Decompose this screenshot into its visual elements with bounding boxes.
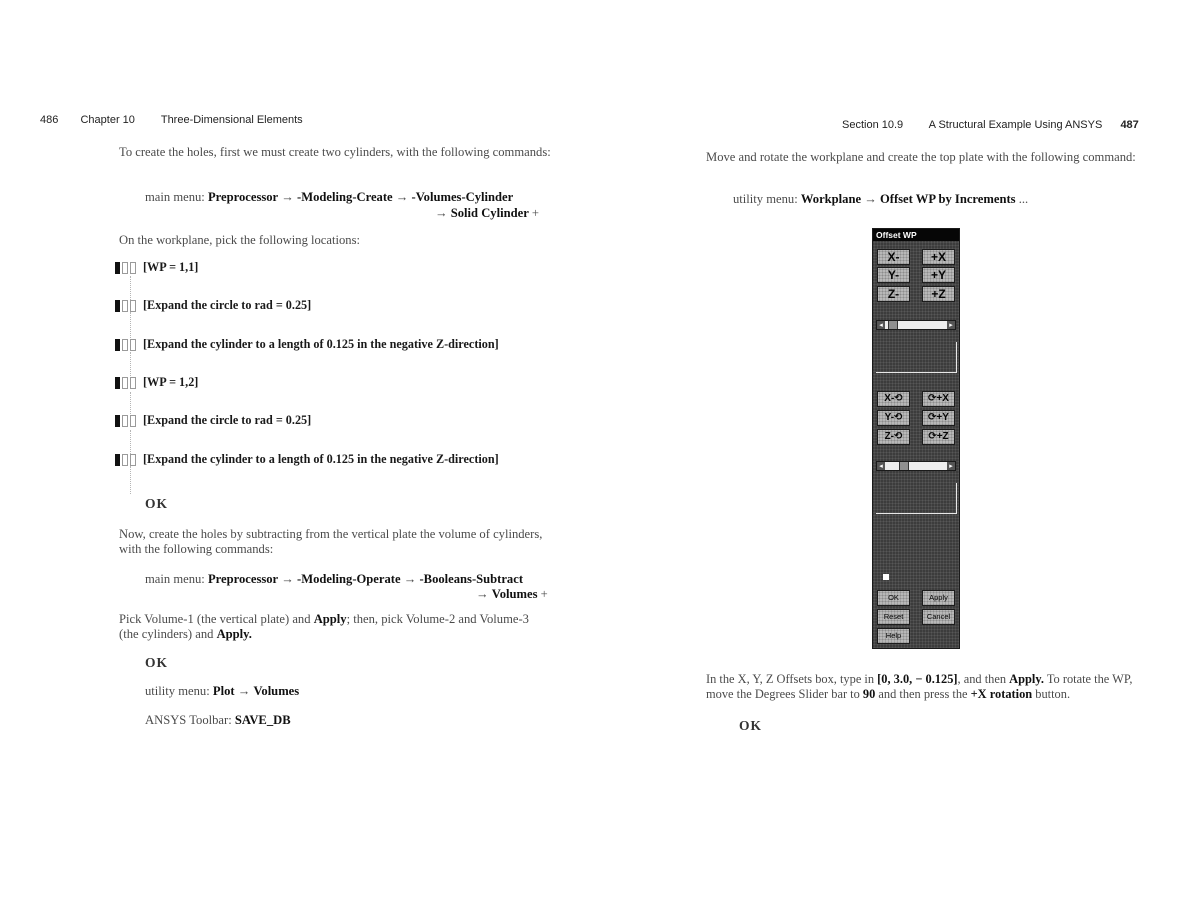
- dynamic-mode-checkbox[interactable]: [883, 574, 889, 580]
- command-subtract-line2: → Volumes +: [476, 587, 548, 601]
- xyz-offsets-field[interactable]: [876, 342, 957, 373]
- cancel-button[interactable]: Cancel: [922, 609, 955, 625]
- intro-paragraph: To create the holes, first we must create two cylinders, with the following commands:: [119, 145, 551, 159]
- offset-x-minus-button[interactable]: X-: [877, 249, 910, 265]
- offset-y-plus-button[interactable]: +Y: [922, 267, 955, 283]
- rotate-y-minus-button[interactable]: Y-⟲: [877, 410, 910, 426]
- rotate-z-minus-button[interactable]: Z-⟲: [877, 429, 910, 445]
- command-subtract-line1: main menu: Preprocessor → -Modeling-Operate → -Booleans-Subtract: [145, 572, 524, 586]
- left-mouse-button-icon: [115, 376, 139, 390]
- ok-step: OK: [145, 655, 169, 670]
- slider-thumb[interactable]: [888, 321, 898, 329]
- section-title: A Structural Example Using ANSYS: [928, 119, 1103, 131]
- ok-step: OK: [739, 718, 763, 733]
- offset-z-plus-button[interactable]: +Z: [922, 286, 955, 302]
- apply-button[interactable]: Apply: [922, 590, 955, 606]
- offset-instructions-paragraph: In the X, Y, Z Offsets box, type in [0, 3.0, − 0.125], and then Apply. To rotate the WP, move the Degrees Slider bar to 90 and then press the +X rotation button.: [706, 672, 1133, 701]
- command-plot-volumes: utility menu: Plot → Volumes: [145, 684, 300, 698]
- slider-thumb[interactable]: [899, 462, 909, 470]
- slider-right-arrow-icon[interactable]: ▸: [947, 462, 955, 470]
- right-page-number: 487: [1120, 119, 1139, 131]
- degrees-slider[interactable]: [876, 461, 956, 471]
- right-running-header: [842, 119, 1139, 131]
- rotate-x-plus-button[interactable]: ⟳+X: [922, 391, 955, 407]
- ok-button[interactable]: OK: [877, 590, 910, 606]
- chapter-label: Chapter 10: [80, 114, 135, 126]
- slider-left-arrow-icon[interactable]: ◂: [877, 321, 885, 329]
- slider-right-arrow-icon[interactable]: ▸: [947, 321, 955, 329]
- left-mouse-button-icon: [115, 261, 139, 275]
- pick-item: [WP = 1,1]: [143, 260, 199, 274]
- rotate-z-plus-button[interactable]: ⟳+Z: [922, 429, 955, 445]
- slider-left-arrow-icon[interactable]: ◂: [877, 462, 885, 470]
- left-mouse-button-icon: [115, 299, 139, 313]
- section-label: Section 10.9: [842, 119, 904, 131]
- offset-x-plus-button[interactable]: +X: [922, 249, 955, 265]
- offset-y-minus-button[interactable]: Y-: [877, 267, 910, 283]
- pick-item: [WP = 1,2]: [143, 375, 199, 389]
- pick-item: [Expand the circle to rad = 0.25]: [143, 413, 312, 427]
- left-running-header: [40, 114, 303, 126]
- offset-wp-dialog: [872, 228, 960, 649]
- offset-slider[interactable]: [876, 320, 956, 330]
- pick-intro: On the workplane, pick the following locations:: [119, 233, 360, 247]
- move-rotate-paragraph: Move and rotate the workplane and create the top plate with the following command:: [706, 150, 1136, 164]
- offset-z-minus-button[interactable]: Z-: [877, 286, 910, 302]
- left-mouse-button-icon: [115, 338, 139, 352]
- pick-volume-paragraph: Pick Volume-1 (the vertical plate) and Apply; then, pick Volume-2 and Volume-3 (the cylinders) and Apply.: [119, 612, 529, 641]
- dialog-title: Offset WP: [873, 229, 959, 241]
- pick-item: [Expand the circle to rad = 0.25]: [143, 298, 312, 312]
- command-create-cylinder-line1: main menu: Preprocessor → -Modeling-Create → -Volumes-Cylinder: [145, 190, 514, 204]
- subtract-paragraph: Now, create the holes by subtracting from the vertical plate the volume of cylinders, with the following commands:: [119, 527, 543, 556]
- rotate-y-plus-button[interactable]: ⟳+Y: [922, 410, 955, 426]
- command-offset-wp: utility menu: Workplane → Offset WP by Increments ...: [733, 192, 1029, 206]
- command-create-cylinder-line2: → Solid Cylinder +: [435, 206, 540, 220]
- reset-button[interactable]: Reset: [877, 609, 910, 625]
- left-mouse-button-icon: [115, 453, 139, 467]
- command-save-db: ANSYS Toolbar: SAVE_DB: [145, 713, 291, 727]
- ok-step: OK: [145, 496, 169, 511]
- rotate-x-minus-button[interactable]: X-⟲: [877, 391, 910, 407]
- pick-item: [Expand the cylinder to a length of 0.125 in the negative Z-direction]: [143, 452, 499, 466]
- chapter-title: Three-Dimensional Elements: [160, 114, 303, 126]
- help-button[interactable]: Help: [877, 628, 910, 644]
- left-mouse-button-icon: [115, 414, 139, 428]
- left-page-number: 486: [40, 114, 59, 126]
- xy-yz-zx-angles-field[interactable]: [876, 483, 957, 514]
- pick-item: [Expand the cylinder to a length of 0.125 in the negative Z-direction]: [143, 337, 499, 351]
